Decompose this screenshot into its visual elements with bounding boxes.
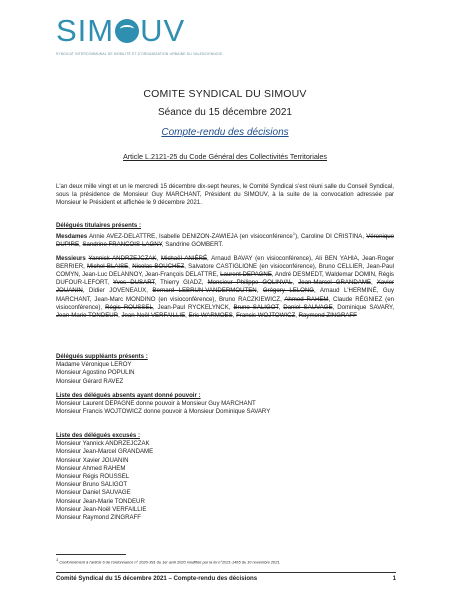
list-item: Monsieur Agostino POPULIN (56, 369, 135, 377)
absents-section (56, 392, 394, 417)
list-item: Monsieur Régis ROUSSEL (56, 473, 130, 481)
list-item: Monsieur Ahmed RAHEM (56, 464, 126, 472)
list-item: Monsieur Gérard RAVEZ (56, 377, 124, 385)
footer-text: Comité Syndical du 15 décembre 2021 – Compte-rendu des décisions (56, 575, 258, 582)
excuses-heading: Liste des délégués excusés : (56, 432, 140, 439)
logo-o-icon (115, 19, 139, 43)
mesdames-paragraph: Mesdames Annie AVEZ-DELATTRE, Isabelle DENIZON-ZAWIEJA (en visioconférence$^1$), Caroline DI CRISTINA, Véronique DUPIRE, Sandrine FRANCOIS-LAGNY, Sandrine GOMBERT. (56, 231, 394, 249)
titulaires-heading: Délégués titulaires présents : (56, 222, 142, 229)
footer-divider (56, 572, 396, 573)
messieurs-paragraph: Messieurs Yannick ANDRZEJCZAK, Michaël ANIÉRÉ, Arnaud BAVAY (en visioconférence), Ali BEN YAHIA, Jean-Roger BERRIER, Michel BLAISE, Nicolas BOUCHEZ, Salvatore CASTIGLIONE (en visioconférence), Bruno CELLIER, Jean-Paul COMYN, Jean-Luc DELANNOY, Jean-François DELATTRE, Laurent DEPAGNE, André DESMEDT, Waldemar DOMIN, Régis DUFOUR-LEFORT, Yves DUSART, Thierry GIADZ, Monsieur Philippe GOLINVAL, Jean-Marcel GRANDAME, Xavier JOUANIN, Didier JOVENEAUX, Bernard LEBRUN-VANDERMOUTEN, Grégory LELONG, Arnaud L'HERMINÉ, Guy MARCHANT, Jean-Marc MONDINO (en visioconférence), Bruno RACZKIEWICZ, Ahmed RAHEM, Claude RÉGNIEZ (en visioconférence), Régis ROUSSEL, Jean-Paul RYCKELYNCK, Bruno SALIGOT, Daniel SAUVAGE, Dominique SAVARY, Jean-Marie TONDEUR, Jean-Noël VERFAILLIE, Eric WARMOES, Francis WOJTOWICZ, Raymond ZINGRAFF (56, 254, 395, 320)
list-item: Monsieur Yannick ANDRZEJCZAK (56, 440, 150, 448)
list-item: Monsieur Jean-Marie TONDEUR (56, 497, 145, 505)
list-item: Monsieur Jean-Marcel GRANDAME (56, 448, 154, 456)
page-number: 1 (392, 575, 396, 582)
simouv-logo: SIM UV SYNDICAT INTERCOMMUNAL DE MOBILITÉ ET D'ORGANISATION URBAINE DU VALENCIENNOIS (56, 12, 216, 62)
article-reference: Article L.2121-25 du Code Général des Collectivités Territoriales (122, 152, 327, 161)
seance-date: Séance du 15 décembre 2021 (158, 107, 292, 118)
list-item: Monsieur Daniel SAUVAGE (56, 489, 131, 497)
suppleants-heading: Délégués suppléants présents : (56, 353, 148, 360)
list-item: Monsieur Jean-Noël VERFAILLIE (56, 505, 147, 513)
page-footer (56, 575, 396, 582)
list-item: Monsieur Francis WOJTOWICZ donne pouvoir à Monsieur Dominique SAVARY (56, 408, 271, 416)
absents-heading: Liste des délégués absents ayant donné pouvoir : (56, 392, 201, 399)
footnote: $^1$ Conformément à l'article 6 de l'ordonnance n° 2020-391 du 1er avril 2020 modifiée par la loi n°2021-1465 du 10 novembre 2021. (56, 557, 281, 565)
list-item: Monsieur Bruno SALIGOT (56, 481, 128, 489)
excuses-section (56, 432, 394, 522)
compte-rendu-heading: Compte-rendu des décisions (161, 127, 289, 138)
intro-paragraph: L'an deux mille vingt et un le mercredi 15 décembre dix-sept heures, le Comité Syndical s'est réuni salle du Conseil Syndical, sous la présidence de Monsieur Guy MARCHANT, Président du SIMOUV, à la suite de la convocation adressée par Monsieur le Président et affichée le 9 décembre 2021. (56, 183, 394, 207)
list-item: Monsieur Laurent DEPAGNE donne pouvoir à Monsieur Guy MARCHANT (56, 400, 256, 408)
footnote-divider (56, 554, 126, 555)
suppleants-section (56, 353, 394, 386)
document-title: COMITE SYNDICAL DU SIMOUV (143, 88, 307, 100)
list-item: Madame Véronique LEROY (56, 361, 132, 369)
list-item: Monsieur Raymond ZINGRAFF (56, 514, 141, 522)
logo-tagline: SYNDICAT INTERCOMMUNAL DE MOBILITÉ ET D'ORGANISATION URBAINE DU VALENCIENNOIS (56, 52, 223, 56)
list-item: Monsieur Xavier JOUANIN (56, 456, 129, 464)
titulaires-section (56, 222, 394, 320)
